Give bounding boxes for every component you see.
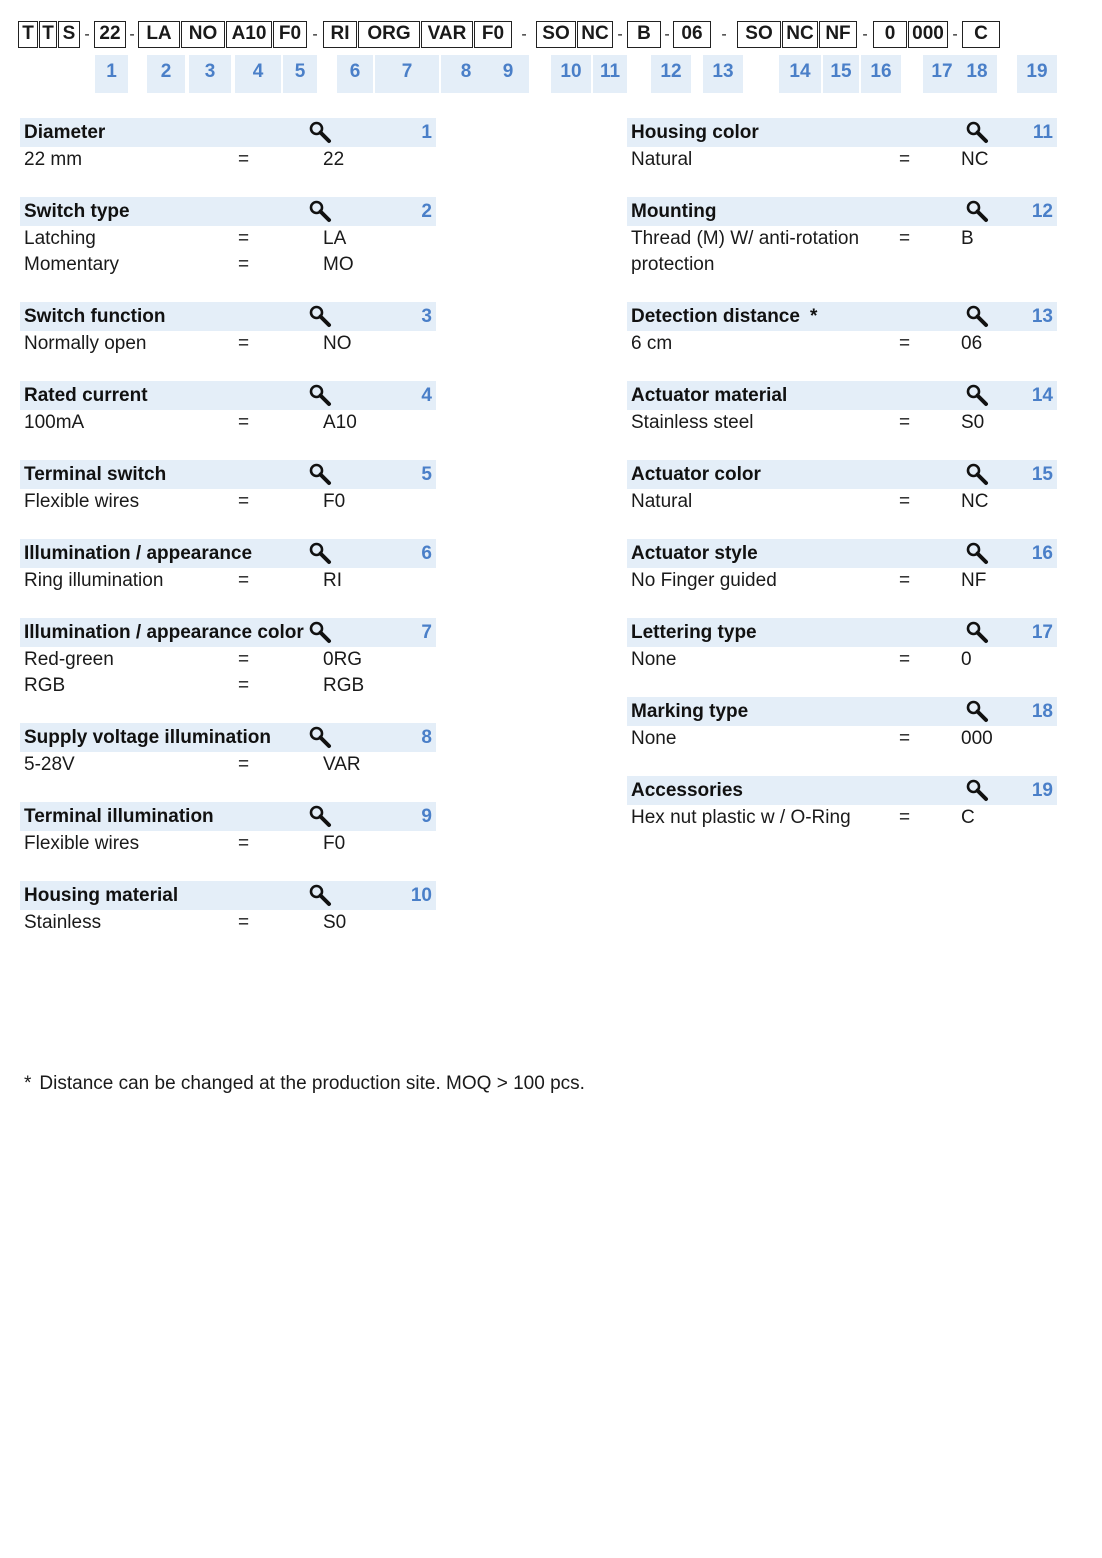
section-number: 13 xyxy=(1031,306,1053,327)
code-cell: SO xyxy=(737,21,781,48)
section-number: 17 xyxy=(1031,622,1053,643)
section-number: 7 xyxy=(421,622,432,643)
code-cell: ORG xyxy=(358,21,420,48)
section-number: 8 xyxy=(421,727,432,748)
option-row xyxy=(20,410,436,436)
option-row xyxy=(627,410,1057,436)
option-code: A10 xyxy=(323,412,357,433)
option-label: Ring illumination xyxy=(24,570,164,591)
option-row xyxy=(20,226,436,252)
option-row xyxy=(20,647,436,673)
section-title xyxy=(24,199,432,225)
code-cell: C xyxy=(962,21,1000,48)
code-index-16: 16 xyxy=(861,55,901,93)
magnifier-icon[interactable] xyxy=(308,120,332,144)
section-11 xyxy=(627,118,1057,173)
section-title-text: Mounting xyxy=(631,201,717,222)
section-number: 12 xyxy=(1031,201,1053,222)
left-options-column xyxy=(20,118,436,960)
option-equals: = xyxy=(238,412,250,433)
section-4 xyxy=(20,381,436,436)
code-index-17: 17 xyxy=(923,55,961,93)
option-label: No Finger guided xyxy=(631,570,777,591)
option-equals: = xyxy=(899,649,911,670)
section-10 xyxy=(20,881,436,936)
code-separator: - xyxy=(952,26,958,43)
section-number: 3 xyxy=(421,306,432,327)
option-code: MO xyxy=(323,254,354,275)
section-header xyxy=(627,460,1057,489)
code-cell: T xyxy=(39,21,57,48)
option-code: LA xyxy=(323,228,347,249)
option-label: Stainless xyxy=(24,912,102,933)
code-index-1: 1 xyxy=(95,55,128,93)
option-equals: = xyxy=(899,728,911,749)
option-equals: = xyxy=(899,412,911,433)
option-label: Latching xyxy=(24,228,96,249)
code-cell: B xyxy=(627,21,661,48)
option-label: Thread (M) W/ anti-rotation protection xyxy=(631,228,860,275)
option-label: Flexible wires xyxy=(24,833,140,854)
code-cell: 0 xyxy=(873,21,907,48)
option-code: NC xyxy=(961,491,989,512)
code-cell: LA xyxy=(138,21,180,48)
code-index-3: 3 xyxy=(189,55,231,93)
option-label: RGB xyxy=(24,675,66,696)
footnote-text: Distance can be changed at the production site. MOQ > 100 pcs. xyxy=(39,1073,585,1094)
option-equals: = xyxy=(899,807,911,828)
code-index-11: 11 xyxy=(593,55,627,93)
section-header xyxy=(20,802,436,831)
section-title xyxy=(631,778,1053,804)
code-index-18: 18 xyxy=(957,55,997,93)
option-code: RI xyxy=(323,570,342,591)
section-title-text: Illumination / appearance color xyxy=(24,622,304,643)
section-title xyxy=(24,383,432,409)
option-row xyxy=(20,831,436,857)
option-label: 22 mm xyxy=(24,149,83,170)
section-title-text: Terminal switch xyxy=(24,464,167,485)
option-row xyxy=(627,805,1057,831)
option-code: NF xyxy=(961,570,987,591)
section-title xyxy=(24,725,432,751)
section-14 xyxy=(627,381,1057,436)
option-label: Hex nut plastic w / O-Ring xyxy=(631,807,851,828)
section-title xyxy=(631,383,1053,409)
section-title xyxy=(631,699,1053,725)
option-code: C xyxy=(961,807,975,828)
section-6 xyxy=(20,539,436,594)
section-header xyxy=(20,197,436,226)
option-equals: = xyxy=(238,833,250,854)
option-equals: = xyxy=(899,570,911,591)
section-title xyxy=(631,120,1053,146)
magnifier-icon[interactable] xyxy=(308,383,332,407)
section-title-text: Supply voltage illumination xyxy=(24,727,272,748)
option-row xyxy=(627,331,1057,357)
magnifier-icon[interactable] xyxy=(965,699,989,723)
code-cell: RI xyxy=(323,21,357,48)
option-code: 0RG xyxy=(323,649,363,670)
code-separator: - xyxy=(664,26,670,43)
section-number: 9 xyxy=(421,806,432,827)
section-title xyxy=(24,304,432,330)
section-title-text: Diameter xyxy=(24,122,106,143)
section-number: 2 xyxy=(421,201,432,222)
section-12 xyxy=(627,197,1057,278)
option-label: Natural xyxy=(631,491,693,512)
option-label: 100mA xyxy=(24,412,85,433)
section-number: 5 xyxy=(421,464,432,485)
code-separator: - xyxy=(312,26,318,43)
code-cell: NO xyxy=(181,21,225,48)
section-number: 4 xyxy=(421,385,432,406)
option-row xyxy=(20,568,436,594)
section-number: 15 xyxy=(1031,464,1053,485)
code-cell: NF xyxy=(819,21,857,48)
code-index-6: 6 xyxy=(337,55,373,93)
footnote-marker: * xyxy=(809,306,818,327)
code-cell: F0 xyxy=(273,21,307,48)
option-equals: = xyxy=(899,228,911,249)
section-18 xyxy=(627,697,1057,752)
section-title xyxy=(24,883,432,909)
option-row xyxy=(20,752,436,778)
magnifier-icon[interactable] xyxy=(308,462,332,486)
magnifier-icon[interactable] xyxy=(308,541,332,565)
magnifier-icon[interactable] xyxy=(308,620,332,644)
option-code: NC xyxy=(961,149,989,170)
option-equals: = xyxy=(238,570,250,591)
section-header xyxy=(627,539,1057,568)
section-title xyxy=(631,620,1053,646)
section-title xyxy=(24,541,432,567)
section-header xyxy=(627,302,1057,331)
section-title xyxy=(631,304,1053,330)
section-number: 16 xyxy=(1031,543,1053,564)
option-row xyxy=(627,568,1057,594)
option-code: 06 xyxy=(961,333,983,354)
option-code: 0 xyxy=(961,649,972,670)
code-index-14: 14 xyxy=(779,55,821,93)
option-label: None xyxy=(631,728,677,749)
code-index-13: 13 xyxy=(703,55,743,93)
section-header xyxy=(627,381,1057,410)
section-title-text: Accessories xyxy=(631,780,743,801)
option-label: Momentary xyxy=(24,254,120,275)
code-cell: VAR xyxy=(421,21,473,48)
code-cell: NC xyxy=(577,21,613,48)
option-code: S0 xyxy=(961,412,985,433)
code-cell: SO xyxy=(536,21,576,48)
section-header xyxy=(627,118,1057,147)
section-title-text: Illumination / appearance xyxy=(24,543,253,564)
option-row xyxy=(627,489,1057,515)
section-16 xyxy=(627,539,1057,594)
option-row xyxy=(20,147,436,173)
section-title xyxy=(631,462,1053,488)
code-separator: - xyxy=(617,26,623,43)
option-equals: = xyxy=(899,149,911,170)
code-cell: A10 xyxy=(226,21,272,48)
section-19 xyxy=(627,776,1057,831)
option-equals: = xyxy=(238,675,250,696)
code-cell: F0 xyxy=(474,21,512,48)
magnifier-icon[interactable] xyxy=(965,541,989,565)
option-code: VAR xyxy=(323,754,361,775)
magnifier-icon[interactable] xyxy=(965,778,989,802)
section-title xyxy=(24,804,432,830)
option-code: S0 xyxy=(323,912,347,933)
option-equals: = xyxy=(238,333,250,354)
section-number: 18 xyxy=(1031,701,1053,722)
option-row xyxy=(627,147,1057,173)
option-equals: = xyxy=(899,491,911,512)
magnifier-icon[interactable] xyxy=(308,883,332,907)
right-options-column xyxy=(627,118,1057,855)
section-title-text: Rated current xyxy=(24,385,148,406)
option-row xyxy=(627,726,1057,752)
code-cell: 22 xyxy=(94,21,126,48)
option-label: Natural xyxy=(631,149,693,170)
footnote xyxy=(24,1071,585,1097)
option-equals: = xyxy=(238,254,250,275)
option-code: B xyxy=(961,228,974,249)
option-equals: = xyxy=(238,649,250,670)
code-separator: - xyxy=(521,26,527,43)
code-cell: 000 xyxy=(908,21,948,48)
section-9 xyxy=(20,802,436,857)
option-code: F0 xyxy=(323,833,346,854)
code-cell: NC xyxy=(782,21,818,48)
code-index-4: 4 xyxy=(235,55,281,93)
section-number: 6 xyxy=(421,543,432,564)
code-separator: - xyxy=(721,26,727,43)
section-title-text: Housing color xyxy=(631,122,759,143)
code-cell: 06 xyxy=(673,21,711,48)
magnifier-icon[interactable] xyxy=(965,383,989,407)
magnifier-icon[interactable] xyxy=(308,304,332,328)
section-header xyxy=(20,723,436,752)
option-row xyxy=(20,252,436,278)
section-header xyxy=(20,302,436,331)
option-code: NO xyxy=(323,333,352,354)
option-equals: = xyxy=(238,228,250,249)
section-header xyxy=(20,381,436,410)
section-title xyxy=(631,541,1053,567)
code-index-2: 2 xyxy=(147,55,185,93)
option-code: RGB xyxy=(323,675,365,696)
magnifier-icon[interactable] xyxy=(965,304,989,328)
section-title-text: Terminal illumination xyxy=(24,806,214,827)
section-7 xyxy=(20,618,436,699)
option-label: 6 cm xyxy=(631,333,673,354)
section-header xyxy=(20,618,436,647)
code-cell: T xyxy=(18,21,38,48)
section-number: 1 xyxy=(421,122,432,143)
option-equals: = xyxy=(238,149,250,170)
section-header xyxy=(20,539,436,568)
code-separator: - xyxy=(862,26,868,43)
code-index-15: 15 xyxy=(823,55,859,93)
section-title-text: Actuator color xyxy=(631,464,761,485)
option-label: Red-green xyxy=(24,649,114,670)
code-separator: - xyxy=(84,26,90,43)
option-row xyxy=(20,910,436,936)
section-number: 11 xyxy=(1032,122,1053,143)
section-title-text: Actuator material xyxy=(631,385,788,406)
option-label: Stainless steel xyxy=(631,412,754,433)
code-index-10: 10 xyxy=(551,55,591,93)
option-row xyxy=(627,647,1057,673)
footnote-star: * xyxy=(24,1073,32,1094)
option-label: Normally open xyxy=(24,333,147,354)
section-title-text: Lettering type xyxy=(631,622,757,643)
section-header xyxy=(20,118,436,147)
section-8 xyxy=(20,723,436,778)
option-equals: = xyxy=(238,754,250,775)
section-title xyxy=(24,620,432,646)
code-cell: S xyxy=(58,21,80,48)
section-title-text: Actuator style xyxy=(631,543,758,564)
section-number: 10 xyxy=(410,885,432,906)
section-header xyxy=(627,697,1057,726)
magnifier-icon[interactable] xyxy=(308,199,332,223)
section-13 xyxy=(627,302,1057,357)
section-title-text: Marking type xyxy=(631,701,749,722)
section-title-text: Detection distance xyxy=(631,306,800,327)
option-code: 22 xyxy=(323,149,345,170)
section-title xyxy=(24,462,432,488)
option-equals: = xyxy=(899,333,911,354)
code-separator: - xyxy=(129,26,135,43)
option-row xyxy=(20,331,436,357)
section-2 xyxy=(20,197,436,278)
section-3 xyxy=(20,302,436,357)
option-label: Flexible wires xyxy=(24,491,140,512)
section-17 xyxy=(627,618,1057,673)
option-row xyxy=(627,226,1057,278)
option-equals: = xyxy=(238,912,250,933)
code-index-19: 19 xyxy=(1017,55,1057,93)
section-header xyxy=(20,460,436,489)
section-header xyxy=(20,881,436,910)
section-title-text: Switch function xyxy=(24,306,166,327)
section-header xyxy=(627,197,1057,226)
section-1 xyxy=(20,118,436,173)
code-index-5: 5 xyxy=(283,55,317,93)
option-code: F0 xyxy=(323,491,346,512)
option-equals: = xyxy=(238,491,250,512)
section-title-text: Housing material xyxy=(24,885,179,906)
section-header xyxy=(627,618,1057,647)
section-header xyxy=(627,776,1057,805)
code-index-9: 9 xyxy=(487,55,529,93)
magnifier-icon[interactable] xyxy=(308,804,332,828)
section-number: 14 xyxy=(1031,385,1053,406)
magnifier-icon[interactable] xyxy=(965,620,989,644)
option-row xyxy=(20,673,436,699)
section-title-text: Switch type xyxy=(24,201,130,222)
magnifier-icon[interactable] xyxy=(965,120,989,144)
section-5 xyxy=(20,460,436,515)
option-code: 000 xyxy=(961,728,993,749)
magnifier-icon[interactable] xyxy=(965,199,989,223)
option-label: None xyxy=(631,649,677,670)
code-index-8: 8 xyxy=(441,55,491,93)
option-label: 5-28V xyxy=(24,754,75,775)
section-title xyxy=(631,199,1053,225)
magnifier-icon[interactable] xyxy=(965,462,989,486)
section-number: 19 xyxy=(1031,780,1053,801)
code-index-7: 7 xyxy=(375,55,439,93)
section-15 xyxy=(627,460,1057,515)
section-title xyxy=(24,120,432,146)
code-index-12: 12 xyxy=(651,55,691,93)
option-row xyxy=(20,489,436,515)
magnifier-icon[interactable] xyxy=(308,725,332,749)
